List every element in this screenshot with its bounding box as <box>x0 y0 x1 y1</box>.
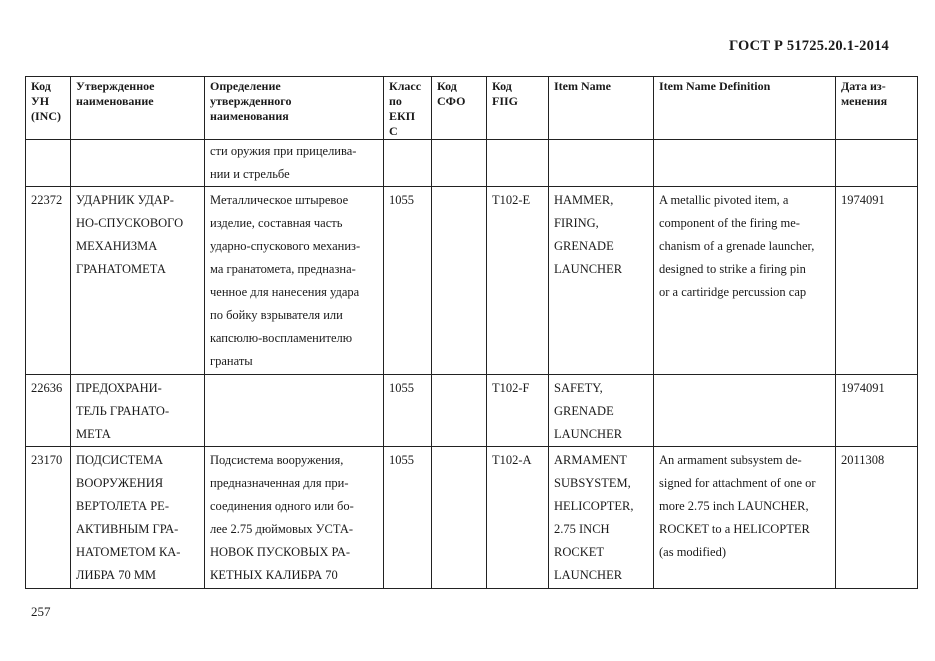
cell-line: капсюлю-воспламенителю <box>210 331 353 345</box>
col-header-approved-name: Утвержденное наименование <box>71 77 205 140</box>
cell-line: LAUNCHER <box>554 568 623 582</box>
col-header-sfo: Код СФО <box>432 77 487 140</box>
cell-line: HELICOPTER, <box>554 499 634 513</box>
col-header-class: Класс по ЕКП С <box>384 77 432 140</box>
table-row <box>26 447 918 589</box>
cell-line: МЕХАНИЗМА <box>76 239 158 253</box>
cell-line: GRENADE <box>554 404 614 418</box>
continuation-definition <box>205 140 384 187</box>
cell-line: соединения одного или бо- <box>210 499 354 513</box>
cell-line: ченное для нанесения удара <box>210 285 360 299</box>
name-definition <box>205 375 384 447</box>
cell-line: GRENADE <box>554 239 614 253</box>
col-header-change-date: Дата из- менения <box>836 77 918 140</box>
cell-line: ВООРУЖЕНИЯ <box>76 476 164 490</box>
cell-line: Подсистема вооружения, <box>210 453 344 467</box>
class-code: 1055 <box>384 447 432 589</box>
cell-line: chanism of a grenade launcher, <box>659 239 815 253</box>
cell-line: КЕТНЫХ КАЛИБРА 70 <box>210 568 338 582</box>
cell-line: гранаты <box>210 354 253 368</box>
col-header-inc: Код УН (INC) <box>26 77 71 140</box>
fiig-code: T102-E <box>487 187 549 375</box>
cell-line: signed for attachment of one or <box>659 476 816 490</box>
change-date: 2011308 <box>836 447 918 589</box>
change-date: 1974091 <box>836 187 918 375</box>
catalog-table <box>25 76 918 589</box>
item-name <box>549 375 654 447</box>
cell-line: изделие, составная часть <box>210 216 343 230</box>
table-cell <box>384 140 432 187</box>
table-header-row <box>26 77 918 140</box>
cell-line: more 2.75 inch LAUNCHER, <box>659 499 809 513</box>
class-code: 1055 <box>384 375 432 447</box>
cell-line: МЕТА <box>76 427 111 441</box>
approved-name <box>71 447 205 589</box>
cell-line: HAMMER, <box>554 193 614 207</box>
class-code: 1055 <box>384 187 432 375</box>
cell-line: сти оружия при прицелива- <box>210 144 357 158</box>
cell-line: ROCKET to a HELICOPTER <box>659 522 810 536</box>
item-name-definition <box>654 375 836 447</box>
cell-line: ТЕЛЬ ГРАНАТО- <box>76 404 170 418</box>
cell-line: ROCKET <box>554 545 604 559</box>
inc-code: 22372 <box>26 187 71 375</box>
cell-line: НО-СПУСКОВОГО <box>76 216 184 230</box>
cell-line: ПОДСИСТЕМА <box>76 453 164 467</box>
cell-line: An armament subsystem de- <box>659 453 802 467</box>
item-name-definition <box>654 447 836 589</box>
inc-code: 23170 <box>26 447 71 589</box>
cell-line: (as modified) <box>659 545 726 559</box>
cell-line: Металлическое штыревое <box>210 193 349 207</box>
col-header-fiig: Код FIIG <box>487 77 549 140</box>
cell-line: НАТОМЕТОМ КА- <box>76 545 181 559</box>
table-row <box>26 187 918 375</box>
col-header-definition: Определение утвержденного наименования <box>205 77 384 140</box>
col-header-item-name-definition: Item Name Definition <box>654 77 836 140</box>
fiig-code: T102-F <box>487 375 549 447</box>
page-number: 257 <box>31 604 51 619</box>
item-name-definition <box>654 187 836 375</box>
table-cell <box>487 140 549 187</box>
sfo-code <box>432 375 487 447</box>
document-code: ГОСТ Р 51725.20.1-2014 <box>728 38 889 54</box>
table-row-continuation <box>26 140 918 187</box>
table-cell <box>654 140 836 187</box>
cell-line: ГРАНАТОМЕТА <box>76 262 166 276</box>
cell-line: УДАРНИК УДАР- <box>76 193 174 207</box>
table-cell <box>432 140 487 187</box>
cell-line: по бойку взрывателя или <box>210 308 343 322</box>
cell-line: ПРЕДОХРАНИ- <box>76 381 162 395</box>
cell-line: or a cartiridge percussion cap <box>659 285 807 299</box>
inc-code: 22636 <box>26 375 71 447</box>
cell-line: АКТИВНЫМ ГРА- <box>76 522 179 536</box>
cell-line: designed to strike a firing pin <box>659 262 806 276</box>
cell-line: LAUNCHER <box>554 427 623 441</box>
item-name <box>549 187 654 375</box>
cell-line: A metallic pivoted item, a <box>659 193 789 207</box>
item-name <box>549 447 654 589</box>
cell-line: ма гранатомета, предназна- <box>210 262 356 276</box>
cell-line: нии и стрельбе <box>210 167 290 181</box>
table-row <box>26 375 918 447</box>
table-cell <box>71 140 205 187</box>
name-definition <box>205 187 384 375</box>
cell-line: SAFETY, <box>554 381 603 395</box>
cell-line: лее 2.75 дюймовых УСТА- <box>210 522 354 536</box>
cell-line: FIRING, <box>554 216 599 230</box>
cell-line: component of the firing me- <box>659 216 800 230</box>
fiig-code: T102-A <box>487 447 549 589</box>
cell-line: ARMAMENT <box>554 453 627 467</box>
table-cell <box>836 140 918 187</box>
cell-line: НОВОК ПУСКОВЫХ РА- <box>210 545 351 559</box>
change-date: 1974091 <box>836 375 918 447</box>
sfo-code <box>432 187 487 375</box>
col-header-item-name: Item Name <box>549 77 654 140</box>
name-definition <box>205 447 384 589</box>
cell-line: предназначенная для при- <box>210 476 349 490</box>
cell-line: ЛИБРА 70 ММ <box>76 568 157 582</box>
cell-line: LAUNCHER <box>554 262 623 276</box>
cell-line: 2.75 INCH <box>554 522 610 536</box>
approved-name <box>71 187 205 375</box>
table-cell <box>26 140 71 187</box>
table-cell <box>549 140 654 187</box>
sfo-code <box>432 447 487 589</box>
cell-line: ВЕРТОЛЕТА РЕ- <box>76 499 169 513</box>
cell-line: ударно-спускового механиз- <box>210 239 361 253</box>
approved-name <box>71 375 205 447</box>
cell-line: SUBSYSTEM, <box>554 476 631 490</box>
